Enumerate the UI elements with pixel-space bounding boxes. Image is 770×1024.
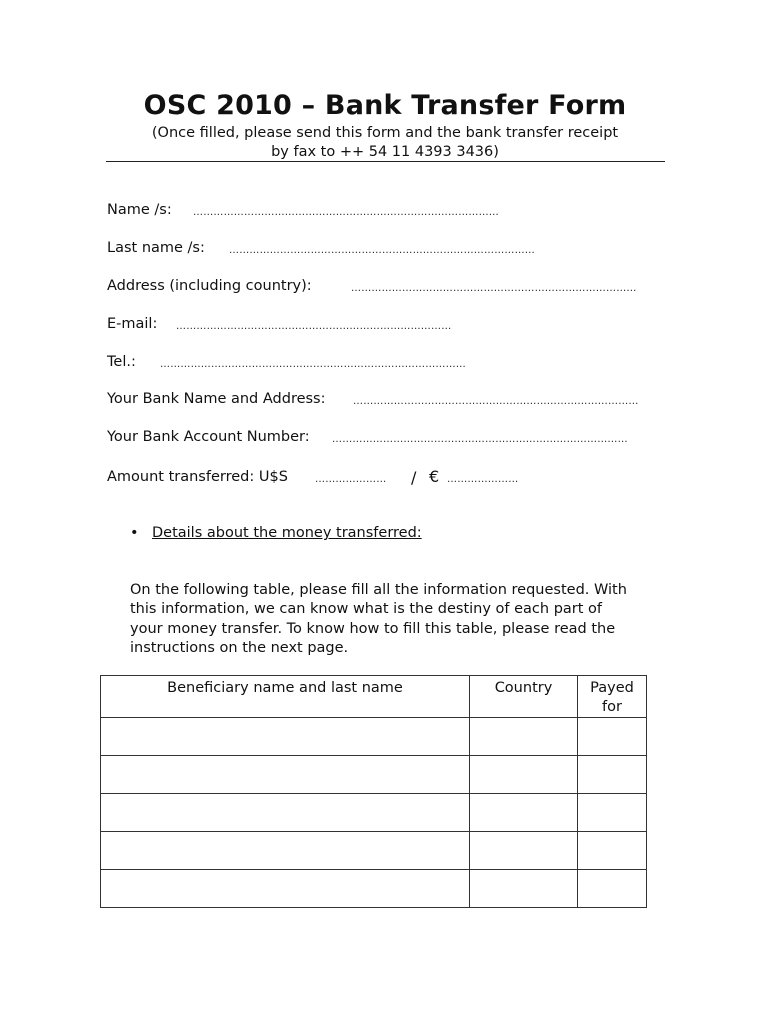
details-heading: Details about the money transferred: — [152, 525, 422, 541]
instructions-paragraph — [130, 581, 670, 658]
payed-for-cell[interactable] — [578, 794, 647, 832]
bank-name-address-label: Your Bank Name and Address: — [107, 391, 326, 407]
beneficiary-cell[interactable] — [101, 756, 470, 794]
address-label: Address (including country): — [107, 278, 312, 294]
amount-separator: / — [411, 468, 417, 487]
bank-name-address-fill-line[interactable]: ………………………………………………………………………… — [353, 396, 639, 407]
tel-label: Tel.: — [107, 354, 136, 370]
name-label: Name /s: — [107, 202, 172, 218]
table-row — [101, 794, 647, 832]
email-fill-line[interactable]: ……………………………………………………………………… — [176, 321, 452, 332]
beneficiary-cell[interactable] — [101, 832, 470, 870]
last-name-label: Last name /s: — [107, 240, 205, 256]
amount-eur-fill-line[interactable]: ………………… — [447, 474, 519, 485]
payed-for-cell[interactable] — [578, 870, 647, 908]
country-cell[interactable] — [470, 756, 578, 794]
address-fill-line[interactable]: ………………………………………………………………………… — [351, 283, 637, 294]
instructions-line: this information, we can know what is the destiny of each part of — [130, 601, 603, 618]
amount-label: Amount transferred: U$S — [107, 469, 288, 485]
payed-for-cell[interactable] — [578, 756, 647, 794]
beneficiary-header: Beneficiary name and last name — [101, 676, 470, 718]
beneficiary-cell[interactable] — [101, 870, 470, 908]
table-row — [101, 756, 647, 794]
tel-fill-line[interactable]: ……………………………………………………………………………… — [160, 359, 466, 370]
payed-for-cell[interactable] — [578, 832, 647, 870]
table-row — [101, 870, 647, 908]
bank-account-fill-line[interactable]: …………………………………………………………………………… — [332, 434, 628, 445]
instructions-line: instructions on the next page. — [130, 639, 349, 656]
table-row — [101, 718, 647, 756]
country-cell[interactable] — [470, 718, 578, 756]
country-cell[interactable] — [470, 794, 578, 832]
country-cell[interactable] — [470, 870, 578, 908]
last-name-fill-line[interactable]: ……………………………………………………………………………… — [229, 245, 535, 256]
beneficiary-cell[interactable] — [101, 718, 470, 756]
amount-usd-fill-line[interactable]: ………………… — [315, 474, 387, 485]
instructions-line: On the following table, please fill all the information requested. With — [130, 582, 627, 598]
table-row — [101, 832, 647, 870]
country-cell[interactable] — [470, 832, 578, 870]
country-header: Country — [470, 676, 578, 718]
form-subtitle-line1: (Once filled, please send this form and the bank transfer receipt — [151, 125, 619, 141]
table-header-row — [101, 676, 647, 718]
instructions-line: your money transfer. To know how to fill this table, please read the — [130, 620, 616, 637]
email-label: E-mail: — [107, 316, 158, 332]
euro-symbol: € — [429, 467, 440, 486]
beneficiary-cell[interactable] — [101, 794, 470, 832]
bank-account-label: Your Bank Account Number: — [107, 429, 310, 445]
details-bullet: • — [130, 525, 139, 541]
beneficiary-table — [100, 675, 647, 908]
title-divider — [106, 161, 665, 162]
payed-for-header: Payed for — [578, 676, 647, 718]
payed-for-cell[interactable] — [578, 718, 647, 756]
form-title: OSC 2010 – Bank Transfer Form — [143, 90, 627, 121]
form-subtitle-line2: by fax to ++ 54 11 4393 3436) — [271, 144, 499, 160]
name-fill-line[interactable]: ……………………………………………………………………………… — [193, 207, 499, 218]
